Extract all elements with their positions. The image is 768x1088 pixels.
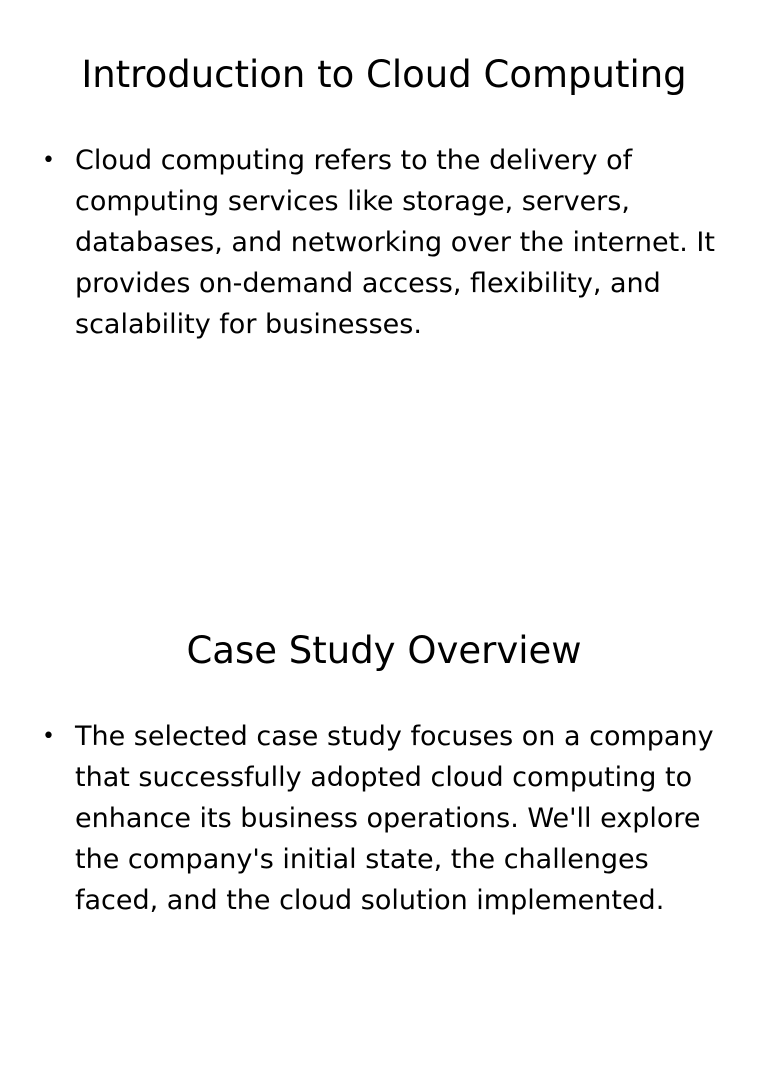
bullet-list	[40, 716, 740, 921]
bullet-dot-icon: •	[42, 724, 55, 749]
bullet-text: The selected case study focuses on a company that successfully adopted cloud computing to enhance its business operations. We'll explore the company's initial state, the challenges faced, and the cloud solution implemented.	[75, 721, 714, 916]
bullet-text: Cloud computing refers to the delivery of computing services like storage, servers, databases, and networking over the internet. It provides on-demand access, flexibility, and scalability for businesses.	[75, 145, 715, 340]
slide-title: Introduction to Cloud Computing	[81, 53, 687, 96]
slide-title: Case Study Overview	[186, 629, 582, 672]
bullet-item	[40, 716, 740, 921]
bullet-list	[40, 140, 740, 345]
slide-1	[0, 0, 768, 512]
bullet-item	[40, 140, 740, 345]
bullet-dot-icon: •	[42, 148, 55, 173]
slide-2	[0, 576, 768, 1088]
